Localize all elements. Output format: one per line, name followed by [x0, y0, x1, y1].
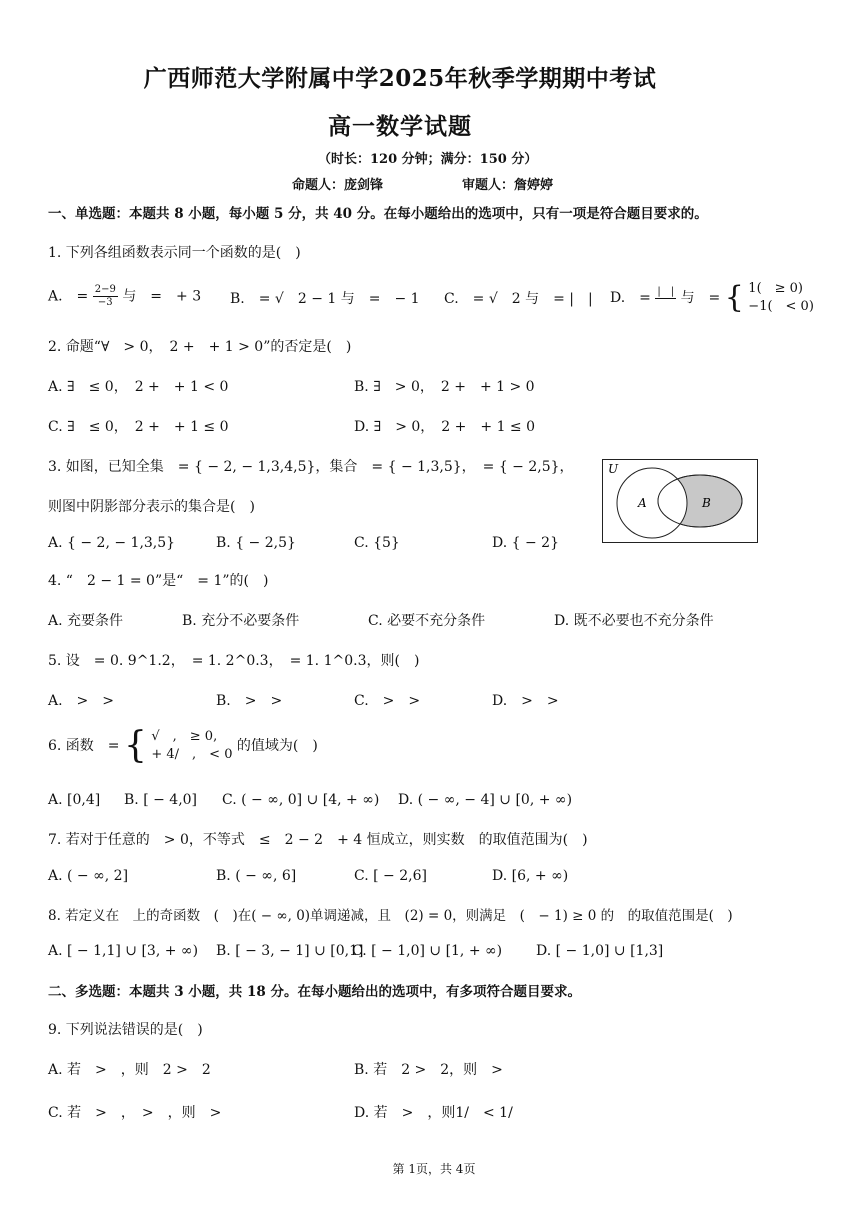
- question-9-stem: 9. 下列说法错误的是( ): [48, 1022, 203, 1038]
- question-9-option-a: A. 若 > ，则 2 > 2: [48, 1062, 211, 1078]
- piecewise-case-1: 1( ≥ 0): [748, 281, 804, 296]
- question-4-option-d: D. 既不必要也不充分条件: [554, 613, 714, 629]
- question-3-option-d: D. { − 2}: [492, 535, 559, 551]
- question-5-option-c: C. > >: [354, 693, 421, 709]
- question-2-option-c: C. ∃ ≤ 0， 2 + + 1 ≤ 0: [48, 419, 229, 435]
- question-7-option-a: A. ( − ∞, 2]: [48, 868, 129, 884]
- fraction-numerator: 2−9: [94, 284, 116, 295]
- question-7-stem: 7. 若对于任意的 > 0，不等式 ≤ 2 − 2 + 4 恒成立，则实数 的取值范围为( ): [48, 832, 588, 848]
- reviewer-label: 审题人：詹婷婷: [462, 178, 554, 193]
- fraction: [655, 286, 676, 311]
- exam-title: 广西师范大学附属中学2025年秋季学期期中考试: [143, 65, 657, 92]
- piecewise-cases: [151, 728, 232, 764]
- piecewise-case-2: −1( < 0): [748, 299, 814, 314]
- question-1-option-a: [48, 284, 201, 309]
- question-9-option-b: B. 若 2 > 2，则 >: [354, 1062, 503, 1078]
- question-1-stem: 1. 下列各组函数表示同一个函数的是( ): [48, 245, 301, 261]
- question-5-option-d: D. > >: [492, 693, 559, 709]
- section-heading-single-choice: 一、单选题：本题共 8 小题，每小题 5 分，共 40 分。在每小题给出的选项中，只有一项是符合题目要求的。: [48, 206, 708, 222]
- question-6-stem: [48, 725, 318, 766]
- question-8-option-c: C. [ − 1,0] ∪ [1, + ∞): [352, 943, 503, 959]
- question-2-option-a: A. ∃ ≤ 0， 2 + + 1 < 0: [48, 379, 229, 395]
- exam-subtitle: 高一数学试题: [328, 113, 472, 140]
- question-8-option-b: B. [ − 3, − 1] ∪ [0,1]: [216, 943, 364, 959]
- fraction-denominator: [655, 299, 676, 311]
- question-5-stem: 5. 设 = 0. 9^1.2， = 1. 2^0.3， = 1. 1^0.3，则( ): [48, 653, 420, 669]
- option-d-prefix: D. =: [610, 290, 651, 306]
- fraction-denominator: −3: [97, 297, 113, 308]
- question-2-option-b: B. ∃ > 0， 2 + + 1 > 0: [354, 379, 535, 395]
- question-9-option-d: D. 若 > ，则1/ < 1/: [354, 1105, 513, 1121]
- left-brace: {: [724, 280, 744, 315]
- piecewise-case-2: + 4/ , < 0: [151, 747, 233, 762]
- question-4-option-b: B. 充分不必要条件: [182, 613, 300, 629]
- question-6-stem-suffix: 的值域为( ): [236, 738, 318, 754]
- question-1-option-b: B. = √ 2 − 1 与 = − 1: [230, 291, 420, 307]
- question-3-stem-line-1: 3. 如图，已知全集 = { − 2, − 1,3,4,5}，集合 = { − 1,3,5}， = { − 2,5}，: [48, 459, 574, 475]
- question-2-option-d: D. ∃ > 0， 2 + + 1 ≤ 0: [354, 419, 536, 435]
- question-6-option-d: D. ( − ∞, − 4] ∪ [0, + ∞): [398, 792, 573, 808]
- question-9-option-c: C. 若 > ， > ，则 >: [48, 1105, 222, 1121]
- venn-label-a: A: [638, 496, 647, 510]
- question-6-option-a: A. [0,4]: [48, 792, 101, 808]
- question-7-option-d: D. [6, + ∞): [492, 868, 569, 884]
- question-4-option-a: A. 充要条件: [48, 613, 124, 629]
- author-label: 命题人：庞剑锋: [292, 178, 384, 193]
- question-8-option-a: A. [ − 1,1] ∪ [3, + ∞): [48, 943, 199, 959]
- fraction-numerator: | |: [657, 285, 675, 297]
- question-3-stem-line-2: 则图中阴影部分表示的集合是( ): [48, 499, 255, 515]
- venn-label-u: U: [608, 462, 619, 476]
- question-5-option-a: A. > >: [48, 693, 115, 709]
- question-3-option-a: A. { − 2, − 1,3,5}: [48, 535, 176, 551]
- question-7-option-c: C. [ − 2,6]: [354, 868, 427, 884]
- exam-time-info: （时长：120 分钟；满分：150 分）: [318, 152, 538, 167]
- question-6-option-b: B. [ − 4,0]: [124, 792, 198, 808]
- question-6-stem-prefix: 6. 函数 =: [48, 738, 120, 754]
- question-5-option-b: B. > >: [216, 693, 283, 709]
- option-a-prefix: A. =: [48, 288, 89, 305]
- question-7-option-b: B. ( − ∞, 6]: [216, 868, 297, 884]
- question-3-option-c: C. {5}: [354, 535, 400, 551]
- question-4-stem: 4. “ 2 − 1 = 0”是“ = 1”的( ): [48, 573, 269, 589]
- question-1-option-d: [610, 280, 814, 316]
- venn-label-b: B: [702, 496, 711, 510]
- question-6-option-c: C. ( − ∞, 0] ∪ [4, + ∞): [222, 792, 380, 808]
- question-1-option-c: C. = √ 2 与 = | |: [444, 291, 593, 307]
- piecewise-case-1: √ , ≥ 0,: [151, 729, 218, 744]
- piecewise-cases: [748, 280, 814, 316]
- fraction: [93, 284, 118, 309]
- question-2-stem: 2. 命题“∀ > 0， 2 + + 1 > 0”的否定是( ): [48, 339, 352, 355]
- option-d-middle: 与 =: [680, 290, 721, 306]
- left-brace: {: [124, 725, 147, 766]
- option-a-suffix: 与 = + 3: [122, 288, 202, 305]
- page-footer: 第 1页，共 4页: [392, 1162, 476, 1176]
- question-8-option-d: D. [ − 1,0] ∪ [1,3]: [536, 943, 664, 959]
- question-3-option-b: B. { − 2,5}: [216, 535, 296, 551]
- section-heading-multiple-choice: 二、多选题：本题共 3 小题，共 18 分。在每小题给出的选项中，有多项符合题目要求。: [48, 984, 581, 1000]
- venn-diagram: [602, 459, 758, 543]
- question-8-stem: 8. 若定义在 上的奇函数 ( )在( − ∞, 0)单调递减，且 (2) = 0，则满足 ( − 1) ≥ 0 的 的取值范围是( ): [48, 908, 733, 924]
- question-4-option-c: C. 必要不充分条件: [368, 613, 486, 629]
